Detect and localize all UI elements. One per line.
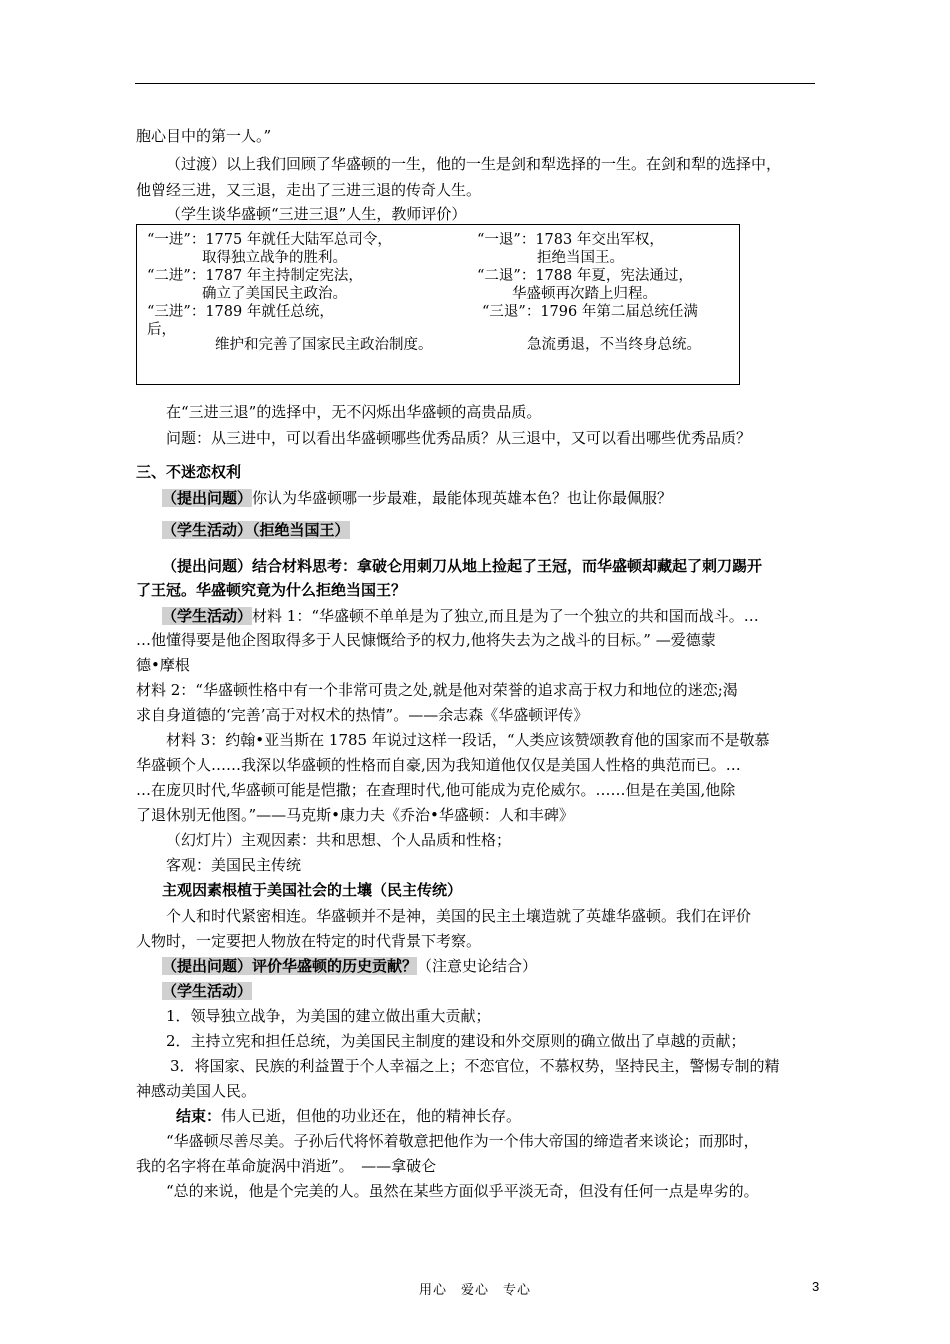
- activity-label: （学生活动）: [162, 607, 253, 625]
- text-line: 胞心目中的第一人。”: [136, 127, 272, 145]
- section-heading: 三、不迷恋权利: [136, 463, 242, 481]
- box-right-line: “二退”：1788 年夏，宪法通过，: [477, 268, 693, 284]
- text-line: 客观：美国民主传统: [166, 856, 302, 874]
- material-line: 德•摩根: [136, 656, 190, 674]
- question-line: （提出问题）结合材料思考：拿破仑用刺刀从地上捡起了王冠，而华盛顿却藏起了刺刀踢开: [162, 557, 763, 575]
- question-text: 你认为华盛顿哪一步最难，最能体现英雄本色？也让你最佩服？: [252, 489, 673, 507]
- box-right-line: “三退”：1796 年第二届总统任满: [482, 304, 698, 320]
- box-right-line: 急流勇退，不当终身总统。: [527, 337, 701, 353]
- box-left-line: “三进”：1789 年就任总统，: [147, 304, 334, 320]
- header-rule: [135, 83, 815, 84]
- box-left-line: 确立了美国民主政治。: [202, 286, 347, 302]
- conclusion-label: 结束：: [176, 1107, 222, 1125]
- text-line: （学生谈华盛顿“三进三退”人生，教师评价）: [166, 205, 467, 223]
- material-line: （学生活动）材料 1：“华盛顿不单单是为了独立,而且是为了一个独立的共和国而战斗。…: [162, 607, 759, 625]
- text-line: （过渡）以上我们回顾了华盛顿的一生，他的一生是剑和犁选择的一生。在剑和犁的选择中，: [166, 155, 782, 173]
- list-item: 2．主持立宪和担任总统，为美国民主制度的建设和外交原则的确立做出了卓越的贡献；: [166, 1032, 746, 1050]
- question-label: （提出问题）: [162, 489, 253, 507]
- question-line: 了王冠。华盛顿究竟为什么拒绝当国王？: [136, 581, 407, 599]
- page-footer: 用心 爱心 专心: [418, 1283, 531, 1298]
- box-left-line: “一进”：1775 年就任大陆军总司令，: [147, 232, 392, 248]
- text-line: 人物时，一定要把人物放在特定的时代背景下考察。: [136, 932, 482, 950]
- three-advances-retreats-box: [136, 224, 740, 385]
- text-line: 问题：从三进中，可以看出华盛顿哪些优秀品质？从三退中，又可以看出哪些优秀品质？: [166, 429, 752, 447]
- activity-label: （学生活动）（拒绝当国王）: [162, 521, 350, 539]
- list-item: 1．领导独立战争，为美国的建立做出重大贡献；: [166, 1007, 491, 1025]
- question-label: （提出问题）评价华盛顿的历史贡献？: [162, 957, 418, 975]
- box-right-line: “一退”：1783 年交出军权，: [477, 232, 664, 248]
- material-line: …他懂得要是他企图取得多于人民慷慨给予的权力,他将失去为之战斗的目标。” —爱德蒙: [136, 631, 716, 649]
- list-item: 3．将国家、民族的利益置于个人幸福之上；不恋官位，不慕权势，坚持民主，警惕专制的精: [170, 1057, 780, 1075]
- material-line: 华盛顿个人……我深以华盛顿的性格而自豪,因为我知道他仅仅是美国人性格的典范而已。…: [136, 756, 741, 774]
- text-line: 他曾经三进，又三退，走出了三进三退的传奇人生。: [136, 181, 482, 199]
- box-right-line: 华盛顿再次踏上归程。: [512, 286, 657, 302]
- material-line: 了退休别无他图。”——马克斯•康力夫《乔治•华盛顿：人和丰碑》: [136, 806, 574, 824]
- material-line: 求自身道德的‘完善’高于对权术的热情”。——余志森《华盛顿评传》: [136, 706, 589, 724]
- conclusion-line: 结束：伟人已逝，但他的功业还在，他的精神长存。: [176, 1107, 522, 1125]
- box-left-line: 后，: [147, 322, 176, 338]
- text-line: 个人和时代紧密相连。华盛顿并不是神，美国的民主土壤造就了英雄华盛顿。我们在评价: [166, 907, 752, 925]
- box-right-line: 拒绝当国王。: [537, 250, 624, 266]
- text-line: （幻灯片）主观因素：共和思想、个人品质和性格；: [166, 831, 512, 849]
- activity-label: （学生活动）: [162, 982, 253, 1000]
- list-item: 神感动美国人民。: [136, 1082, 257, 1100]
- material-line: 材料 3：约翰•亚当斯在 1785 年说过这样一段话，“人类应该赞颂教育他的国家而不是敬慕: [166, 731, 770, 749]
- quote-line: “总的来说，他是个完美的人。虽然在某些方面似乎平淡无奇，但没有任何一点是卑劣的。: [166, 1182, 759, 1200]
- material-line: 材料 2：“华盛顿性格中有一个非常可贵之处,就是他对荣誉的追求高于权力和地位的迷恋;渴: [136, 681, 738, 699]
- text-line: 在“三进三退”的选择中，无不闪烁出华盛顿的高贵品质。: [166, 403, 542, 421]
- quote-line: “华盛顿尽善尽美。子孙后代将怀着敬意把他作为一个伟大帝国的缔造者来谈论；而那时，: [166, 1132, 759, 1150]
- quote-line: 我的名字将在革命旋涡中消逝”。 ——拿破仑: [136, 1157, 437, 1175]
- box-left-line: 取得独立战争的胜利。: [202, 250, 347, 266]
- box-left-line: “二进”：1787 年主持制定宪法，: [147, 268, 363, 284]
- material-line: …在庞贝时代,华盛顿可能是恺撒；在查理时代,他可能成为克伦威尔。……但是在美国,他除: [136, 781, 736, 799]
- question-line: [162, 488, 672, 508]
- bold-summary: 主观因素根植于美国社会的土壤（民主传统）: [162, 881, 463, 899]
- box-left-line: 维护和完善了国家民主政治制度。: [215, 337, 433, 353]
- question-line: （提出问题）评价华盛顿的历史贡献？（注意史论结合）: [162, 957, 538, 975]
- page-number: 3: [812, 1279, 820, 1294]
